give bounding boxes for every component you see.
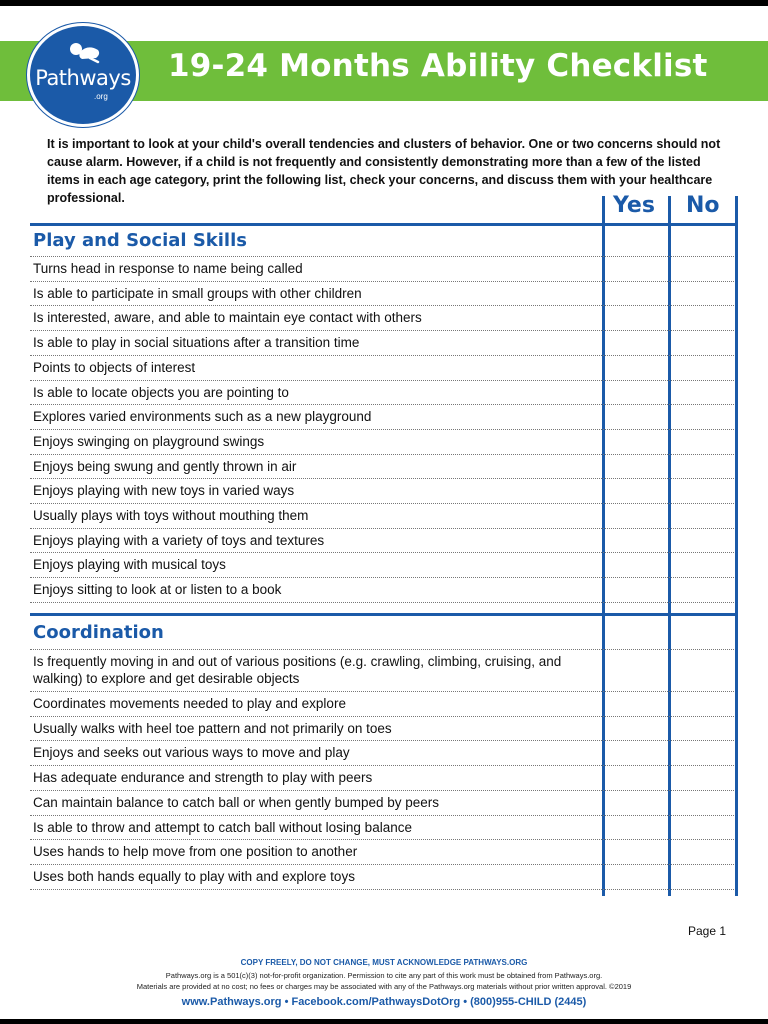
page-title: 19-24 Months Ability Checklist [168, 48, 708, 84]
no-column-header: No [686, 193, 720, 218]
row-divider [30, 528, 734, 529]
divider-yes-no [668, 196, 671, 896]
checklist-item: Usually plays with toys without mouthing them [33, 508, 309, 523]
row-divider [30, 552, 734, 553]
checklist-item: Enjoys playing with new toys in varied ways [33, 483, 295, 499]
checklist-item: Can maintain balance to catch ball or when gently bumped by peers [33, 794, 439, 810]
checklist-item: Enjoys playing with musical toys [33, 557, 226, 573]
row-divider [30, 256, 734, 257]
checklist-item: Points to objects of interest [33, 359, 196, 375]
row-divider [30, 716, 734, 717]
pathways-logo [27, 23, 139, 127]
row-divider [30, 765, 734, 766]
checklist-item: Is frequently moving in and out of various positions (e.g. crawling, climbing, cruising, and walking) to explore and get desirable objects [33, 654, 562, 686]
row-divider [30, 380, 734, 381]
row-divider [30, 839, 734, 840]
row-divider [30, 864, 734, 865]
checklist-item: Explores varied environments such as a new playground [33, 409, 372, 425]
legal-line-2: Materials are provided at no cost; no fees or charges may be associated with any of the Pathways.org materials without prior written approval. ©2019 [136, 982, 632, 991]
section-rule-play [30, 223, 738, 226]
row-divider [30, 305, 734, 306]
bottom-border [0, 1019, 768, 1024]
checklist-item: Usually walks with heel toe pattern and not primarily on toes [33, 720, 392, 736]
checklist-item: Has adequate endurance and strength to play with peers [33, 770, 373, 786]
row-divider [30, 281, 734, 282]
row-divider [30, 429, 734, 430]
checklist-item: Enjoys sitting to look at or listen to a book [33, 582, 282, 598]
row-divider [30, 649, 734, 650]
row-divider [30, 404, 734, 405]
checklist-item: Turns head in response to name being called [33, 261, 303, 276]
row-divider [30, 790, 734, 791]
row-divider [30, 454, 734, 455]
row-divider [30, 503, 734, 504]
logo-wordmark: Pathways [35, 66, 131, 90]
top-border [0, 0, 768, 6]
contact-line: www.Pathways.org • Facebook.com/PathwaysDotOrg • (800)955-CHILD (2445) [181, 996, 587, 1008]
intro-paragraph: It is important to look at your child's overall tendencies and clusters of behavior. One or two concerns should not cause alarm. However, if a child is not frequently and consistently demonstrating more than a few of the listed items in each age category, print the following list, check your concerns, and discuss them with your healthcare professional. [47, 137, 721, 205]
checklist-item: Is interested, aware, and able to maintain eye contact with others [33, 310, 422, 326]
section-heading: Coordination [33, 622, 164, 643]
row-divider [30, 355, 734, 356]
row-divider [30, 577, 734, 578]
checklist-item: Enjoys and seeks out various ways to move and play [33, 745, 350, 761]
checklist-item: Enjoys playing with a variety of toys and textures [33, 532, 325, 548]
checklist-item: Is able to participate in small groups with other children [33, 285, 362, 301]
row-divider [30, 478, 734, 479]
copy-notice: COPY FREELY, DO NOT CHANGE, MUST ACKNOWLEDGE PATHWAYS.ORG [240, 958, 528, 967]
row-divider [30, 889, 734, 890]
baby-icon [68, 40, 102, 64]
divider-no-right [735, 196, 738, 896]
logo-domain: .org [94, 92, 108, 101]
checklist-item: Is able to throw and attempt to catch ball without losing balance [33, 819, 412, 835]
divider-yes-left [602, 196, 605, 896]
legal-line-1: Pathways.org is a 501(c)(3) not-for-profit organization. Permission to cite any part of this work must be obtained from Pathways.org. [165, 971, 603, 980]
row-divider [30, 602, 734, 603]
section-heading: Play and Social Skills [33, 230, 247, 251]
row-divider [30, 330, 734, 331]
section-rule-coordination [30, 613, 738, 616]
row-divider [30, 691, 734, 692]
checklist-item: Is able to locate objects you are pointing to [33, 384, 289, 400]
yes-column-header: Yes [613, 193, 655, 218]
row-divider [30, 740, 734, 741]
checklist-item: Uses both hands equally to play with and explore toys [33, 868, 355, 884]
checklist-item: Coordinates movements needed to play and explore [33, 696, 346, 711]
legal-notice [0, 970, 768, 992]
row-divider [30, 815, 734, 816]
checklist-item: Uses hands to help move from one position to another [33, 844, 358, 860]
page-number: Page 1 [688, 924, 727, 938]
checklist-item: Is able to play in social situations after a transition time [33, 335, 360, 351]
checklist-item: Enjoys being swung and gently thrown in air [33, 458, 297, 474]
checklist-item: Enjoys swinging on playground swings [33, 433, 265, 449]
